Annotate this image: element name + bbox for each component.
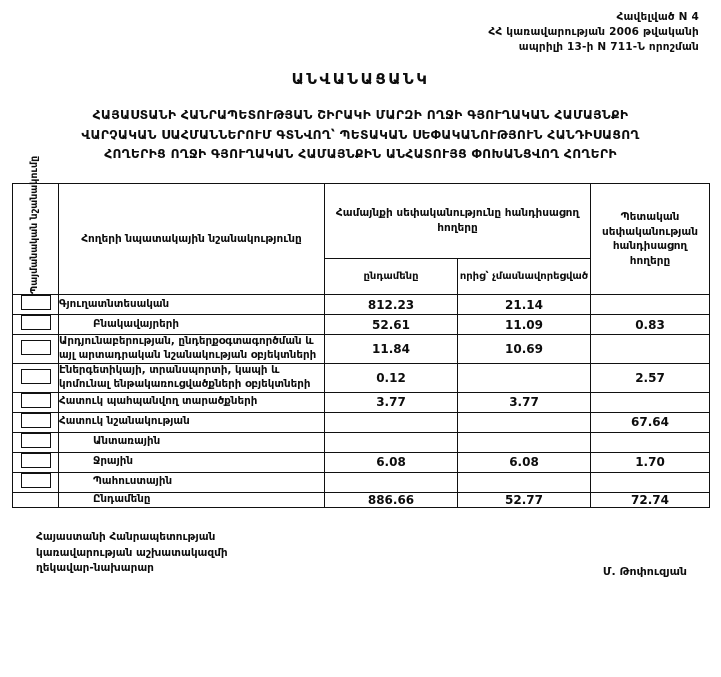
row-name: Հատուկ պահպանվող տարածքների (59, 392, 325, 412)
footer-line-3: ղեկավար-նախարար (36, 562, 154, 575)
column-header-name: Հողերի նպատակային նշանակությունը (59, 184, 325, 295)
row-value-state (591, 295, 710, 315)
table-row (13, 492, 710, 507)
column-header-community-group: Համայնքի սեփականությունը հանդիսացող հողերը (325, 184, 591, 258)
row-name: Պահուստային (59, 472, 325, 492)
row-symbol-cell (13, 432, 59, 452)
table-row (13, 452, 710, 472)
row-value-total (325, 432, 458, 452)
row-value-state (591, 472, 710, 492)
row-value-total (325, 472, 458, 492)
footer-signature: Մ. Թոփուզյան (602, 564, 687, 578)
row-symbol-cell (13, 392, 59, 412)
checkbox-icon[interactable] (21, 340, 51, 355)
row-value-total: 11.84 (325, 335, 458, 364)
column-header-symbol (13, 156, 59, 295)
row-value-total: 52.61 (325, 315, 458, 335)
row-name: Ընդամենը (59, 492, 325, 507)
row-name: Հատուկ նշանակության (59, 412, 325, 432)
checkbox-icon[interactable] (21, 433, 51, 448)
row-name: Ջրային (59, 452, 325, 472)
column-header-symbol-label: Պայմանական նշանակումը (29, 156, 41, 295)
column-header-total: ընդամենը (325, 258, 458, 295)
table-row (13, 295, 710, 315)
row-value-total: 3.77 (325, 392, 458, 412)
table-row (13, 364, 710, 393)
row-symbol-cell (13, 295, 59, 315)
document-footer (0, 530, 721, 590)
table-body (13, 295, 710, 508)
row-symbol-cell (13, 412, 59, 432)
row-value-part (458, 412, 591, 432)
table-row (13, 392, 710, 412)
document-subtitle (41, 106, 681, 166)
table-row (13, 432, 710, 452)
checkbox-icon[interactable] (21, 315, 51, 330)
header-line-2: ՀՀ կառավարության 2006 թվականի (488, 26, 699, 39)
row-value-part: 11.09 (458, 315, 591, 335)
row-value-state: 67.64 (591, 412, 710, 432)
column-header-part: որից՝ չմասնավորեցված (458, 258, 591, 295)
row-value-state: 1.70 (591, 452, 710, 472)
row-value-part (458, 472, 591, 492)
header-line-3: ապրիլի 13-ի N 711-Ն որոշման (518, 41, 699, 54)
land-table (12, 156, 710, 508)
row-symbol-cell (13, 492, 59, 507)
row-name: Էներգետիկայի, տրանսպորտի, կապի և կոմունալ ենթակառուցվածքների օբյեկտների (59, 364, 325, 393)
row-value-part: 10.69 (458, 335, 591, 364)
table-row (13, 335, 710, 364)
table-header-row-1 (13, 184, 710, 258)
footer-line-2: կառավարության աշխատակազմի (36, 546, 228, 559)
header-line-1: Հավելված N 4 (616, 11, 699, 23)
row-name: Անտառային (59, 432, 325, 452)
row-symbol-cell (13, 472, 59, 492)
table-row (13, 412, 710, 432)
page-title: ԱՆՎԱՆԱՑԱՆԿ (291, 69, 430, 88)
row-value-total: 0.12 (325, 364, 458, 393)
land-table-wrapper (12, 156, 709, 508)
row-value-state (591, 335, 710, 364)
row-value-state (591, 432, 710, 452)
row-value-state: 2.57 (591, 364, 710, 393)
row-value-total: 812.23 (325, 295, 458, 315)
subtitle-line-1: ՀԱՅԱՍՏԱՆԻ ՀԱՆՐԱՊԵՏՈՒԹՅԱՆ ՇԻՐԱԿԻ ՄԱՐԶԻ ՈՂՋԻ ԳՅՈՒՂԱԿԱՆ ՀԱՄԱՅՆՔԻ (92, 107, 629, 122)
row-name: Արդյունաբերության, ընդերքօգտագործման և այլ արտադրական նշանակության օբյեկտների (59, 335, 325, 364)
document-header (0, 0, 721, 56)
row-value-part: 52.77 (458, 492, 591, 507)
table-row (13, 315, 710, 335)
subtitle-line-2: ՎԱՐՉԱԿԱՆ ՍԱՀՄԱՆՆԵՐՈՒՄ ԳՏՆՎՈՂ՝ ՊԵՏԱԿԱՆ ՍԵՓԱԿԱՆՈՒԹՅՈՒՆ ՀԱՆԴԻՍԱՑՈՂ (81, 127, 640, 142)
footer-line-1: Հայաստանի Հանրապետության (36, 530, 216, 543)
row-value-state (591, 392, 710, 412)
table-head (13, 156, 710, 295)
row-symbol-cell (13, 364, 59, 393)
row-value-state: 0.83 (591, 315, 710, 335)
row-value-part (458, 364, 591, 393)
checkbox-icon[interactable] (21, 393, 51, 408)
row-symbol-cell (13, 452, 59, 472)
row-name: Գյուղատնտեսական (59, 295, 325, 315)
row-value-part: 3.77 (458, 392, 591, 412)
row-value-total: 886.66 (325, 492, 458, 507)
checkbox-icon[interactable] (21, 413, 51, 428)
row-symbol-cell (13, 315, 59, 335)
footer-left-block (36, 530, 228, 577)
checkbox-icon[interactable] (21, 473, 51, 488)
checkbox-icon[interactable] (21, 295, 51, 310)
row-value-total (325, 412, 458, 432)
checkbox-icon[interactable] (21, 453, 51, 468)
row-value-part (458, 432, 591, 452)
checkbox-icon[interactable] (21, 369, 51, 384)
column-header-state: Պետական սեփականության հանդիսացող հողերը (591, 184, 710, 295)
row-value-part: 6.08 (458, 452, 591, 472)
row-value-part: 21.14 (458, 295, 591, 315)
row-value-state: 72.74 (591, 492, 710, 507)
row-name: Բնակավայրերի (59, 315, 325, 335)
table-row (13, 472, 710, 492)
subtitle-line-3: ՀՈՂԵՐԻՑ ՈՂՋԻ ԳՅՈՒՂԱԿԱՆ ՀԱՄԱՅՆՔԻՆ ԱՆՀԱՏՈՒՅՑ ՓՈԽԱՆՑՎՈՂ ՀՈՂԵՐԻ (104, 147, 617, 162)
row-symbol-cell (13, 335, 59, 364)
row-value-total: 6.08 (325, 452, 458, 472)
